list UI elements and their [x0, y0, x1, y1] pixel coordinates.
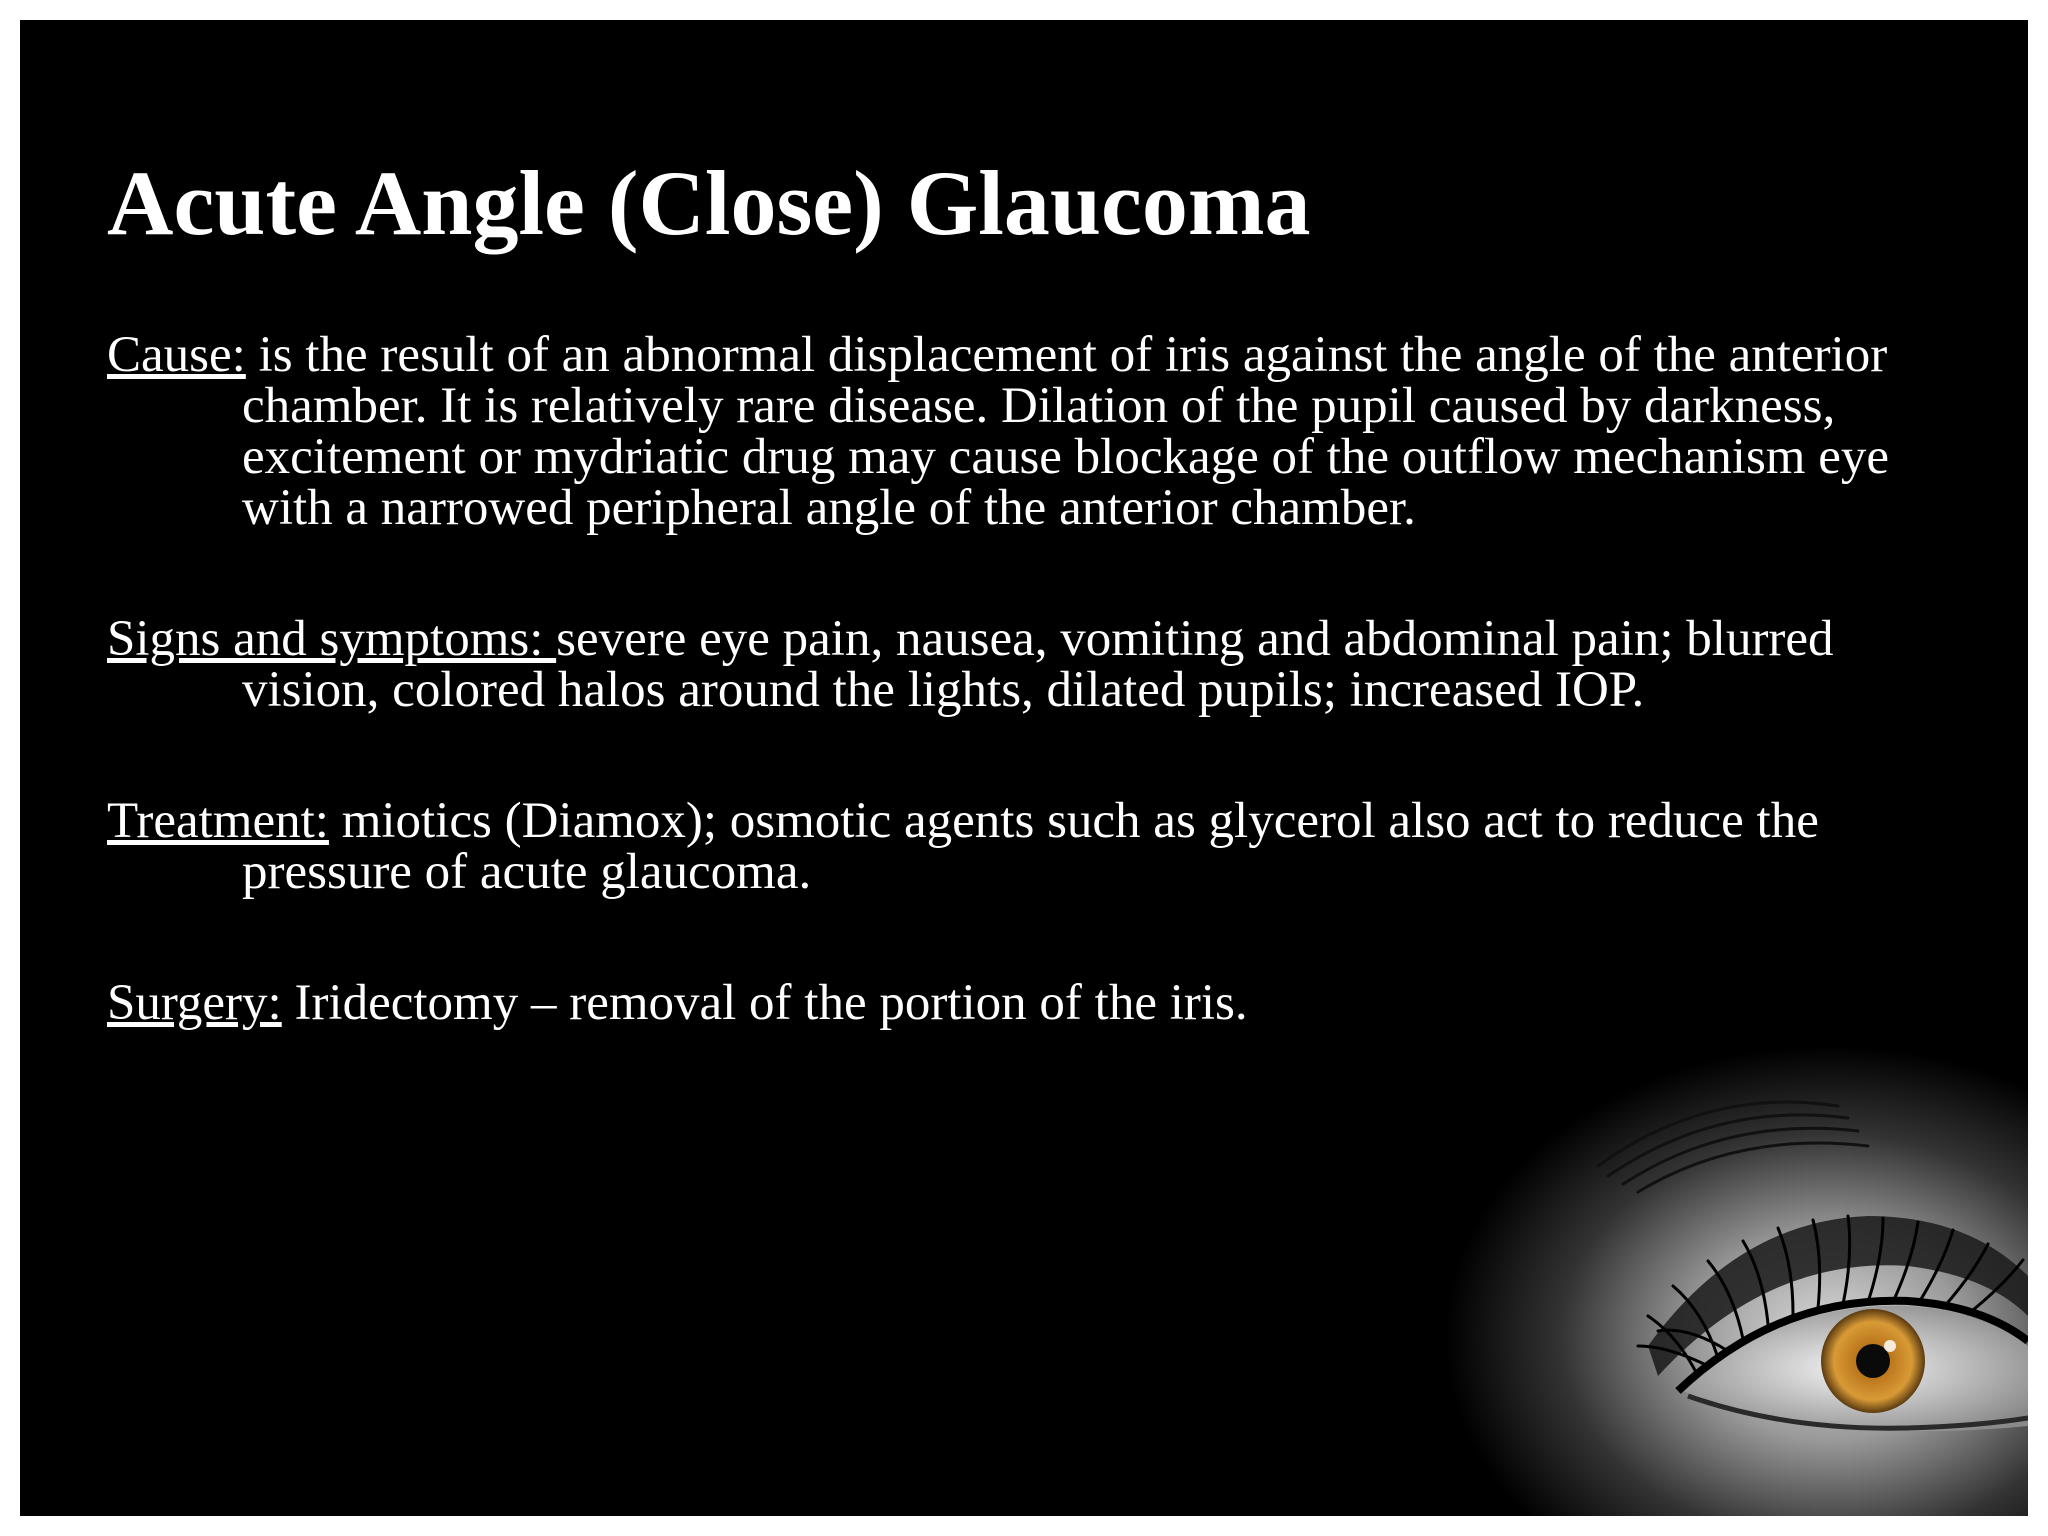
- cause-paragraph: [107, 327, 1967, 536]
- signs-paragraph: [107, 611, 1967, 718]
- surgery-label: Surgery:: [107, 975, 282, 1031]
- slide-title: Acute Angle (Close) Glaucoma: [107, 152, 1311, 254]
- cause-text: is the result of an abnormal displacement of iris against the angle of the anterior chamber. It is relatively rare disease. Dilation of the pupil caused by darkness, excitement or mydriatic drug may cause blockage of the outflow mechanism eye with a narrowed peripheral angle of the anterior chamber.: [242, 327, 1889, 536]
- treatment-paragraph: [107, 793, 1967, 900]
- treatment-label: Treatment:: [107, 793, 329, 849]
- surgery-text: Iridectomy – removal of the portion of the iris.: [281, 975, 1248, 1031]
- treatment-text: miotics (Diamox); osmotic agents such as glycerol also act to reduce the pressure of acute glaucoma.: [242, 793, 1819, 900]
- signs-text: severe eye pain, nausea, vomiting and abdominal pain; blurred vision, colored halos around the lights, dilated pupils; increased IOP.: [242, 611, 1834, 718]
- eye-photo-icon: [1408, 1046, 2028, 1516]
- signs-label: Signs and symptoms:: [107, 611, 557, 667]
- slide: [20, 20, 2028, 1516]
- cause-label: Cause:: [107, 327, 246, 383]
- slide-body: [107, 327, 1967, 1031]
- surgery-paragraph: [107, 975, 1967, 1031]
